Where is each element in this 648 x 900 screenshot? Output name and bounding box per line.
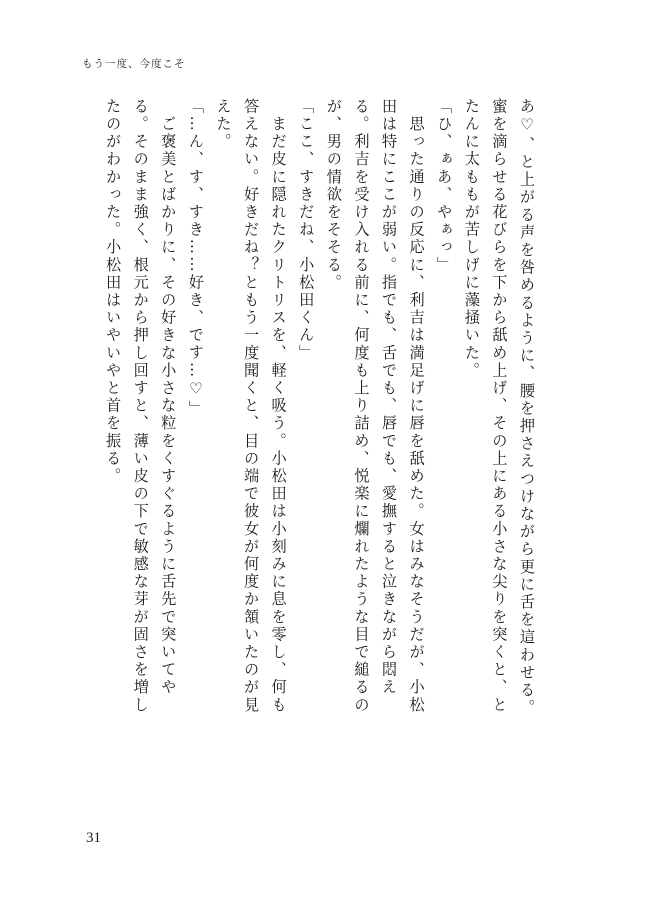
text-column: 答えない。好きだね？ともう一度聞くと、目の端で彼女が何度か頷いたのが見 [242, 98, 261, 714]
text-column: あ♡、と上がる声を咎めるように、腰を押さえつけながら更に舌を這わせる。 [518, 98, 536, 717]
text-column: まだ皮に隠れたクリトリスを、軽く吸う。小松田は小刻みに息を零し、何も [269, 98, 288, 714]
text-column: えた。 [214, 98, 233, 151]
text-column: が、男の情欲をそそる。 [324, 98, 343, 292]
text-column: 「ここ、すきだね、小松田くん」 [297, 98, 316, 362]
text-column: 田は特にここが弱い。指でも、舌でも、唇でも、愛撫すると泣きながら悶え [380, 98, 399, 697]
text-column: る。そのまま強く、根元から押し回すと、薄い皮の下で敏感な芽が固さを増し [131, 98, 150, 714]
text-column: ご褒美とばかりに、その好きな小さな粒をくすぐるように舌先で突いてや [159, 98, 178, 697]
novel-body-text [99, 98, 541, 838]
text-column: たんに太ももが苦しげに藻掻いた。 [462, 98, 481, 380]
text-column: 「ひ、ぁあ、やぁっ」 [435, 98, 454, 274]
running-header: もう一度、今度こそ [82, 58, 186, 70]
page-number: 31 [86, 830, 101, 846]
text-column: たのがわかった。小松田はいやいやと首を振る。 [104, 98, 123, 486]
text-column: る。利吉を受け入れる前に、何度も上り詰め、悦楽に爛れたような目で縋るの [352, 98, 371, 714]
text-column: 思った通りの反応に、利吉は満足げに唇を舐めた。女はみなそうだが、小松 [407, 98, 426, 714]
text-column: 蜜を滴らせる花びらを下から舐め上げ、その上にある小さな尖りを突くと、と [490, 98, 509, 714]
text-column: 「…ん、す、すき……好き、です…♡」 [186, 98, 205, 418]
